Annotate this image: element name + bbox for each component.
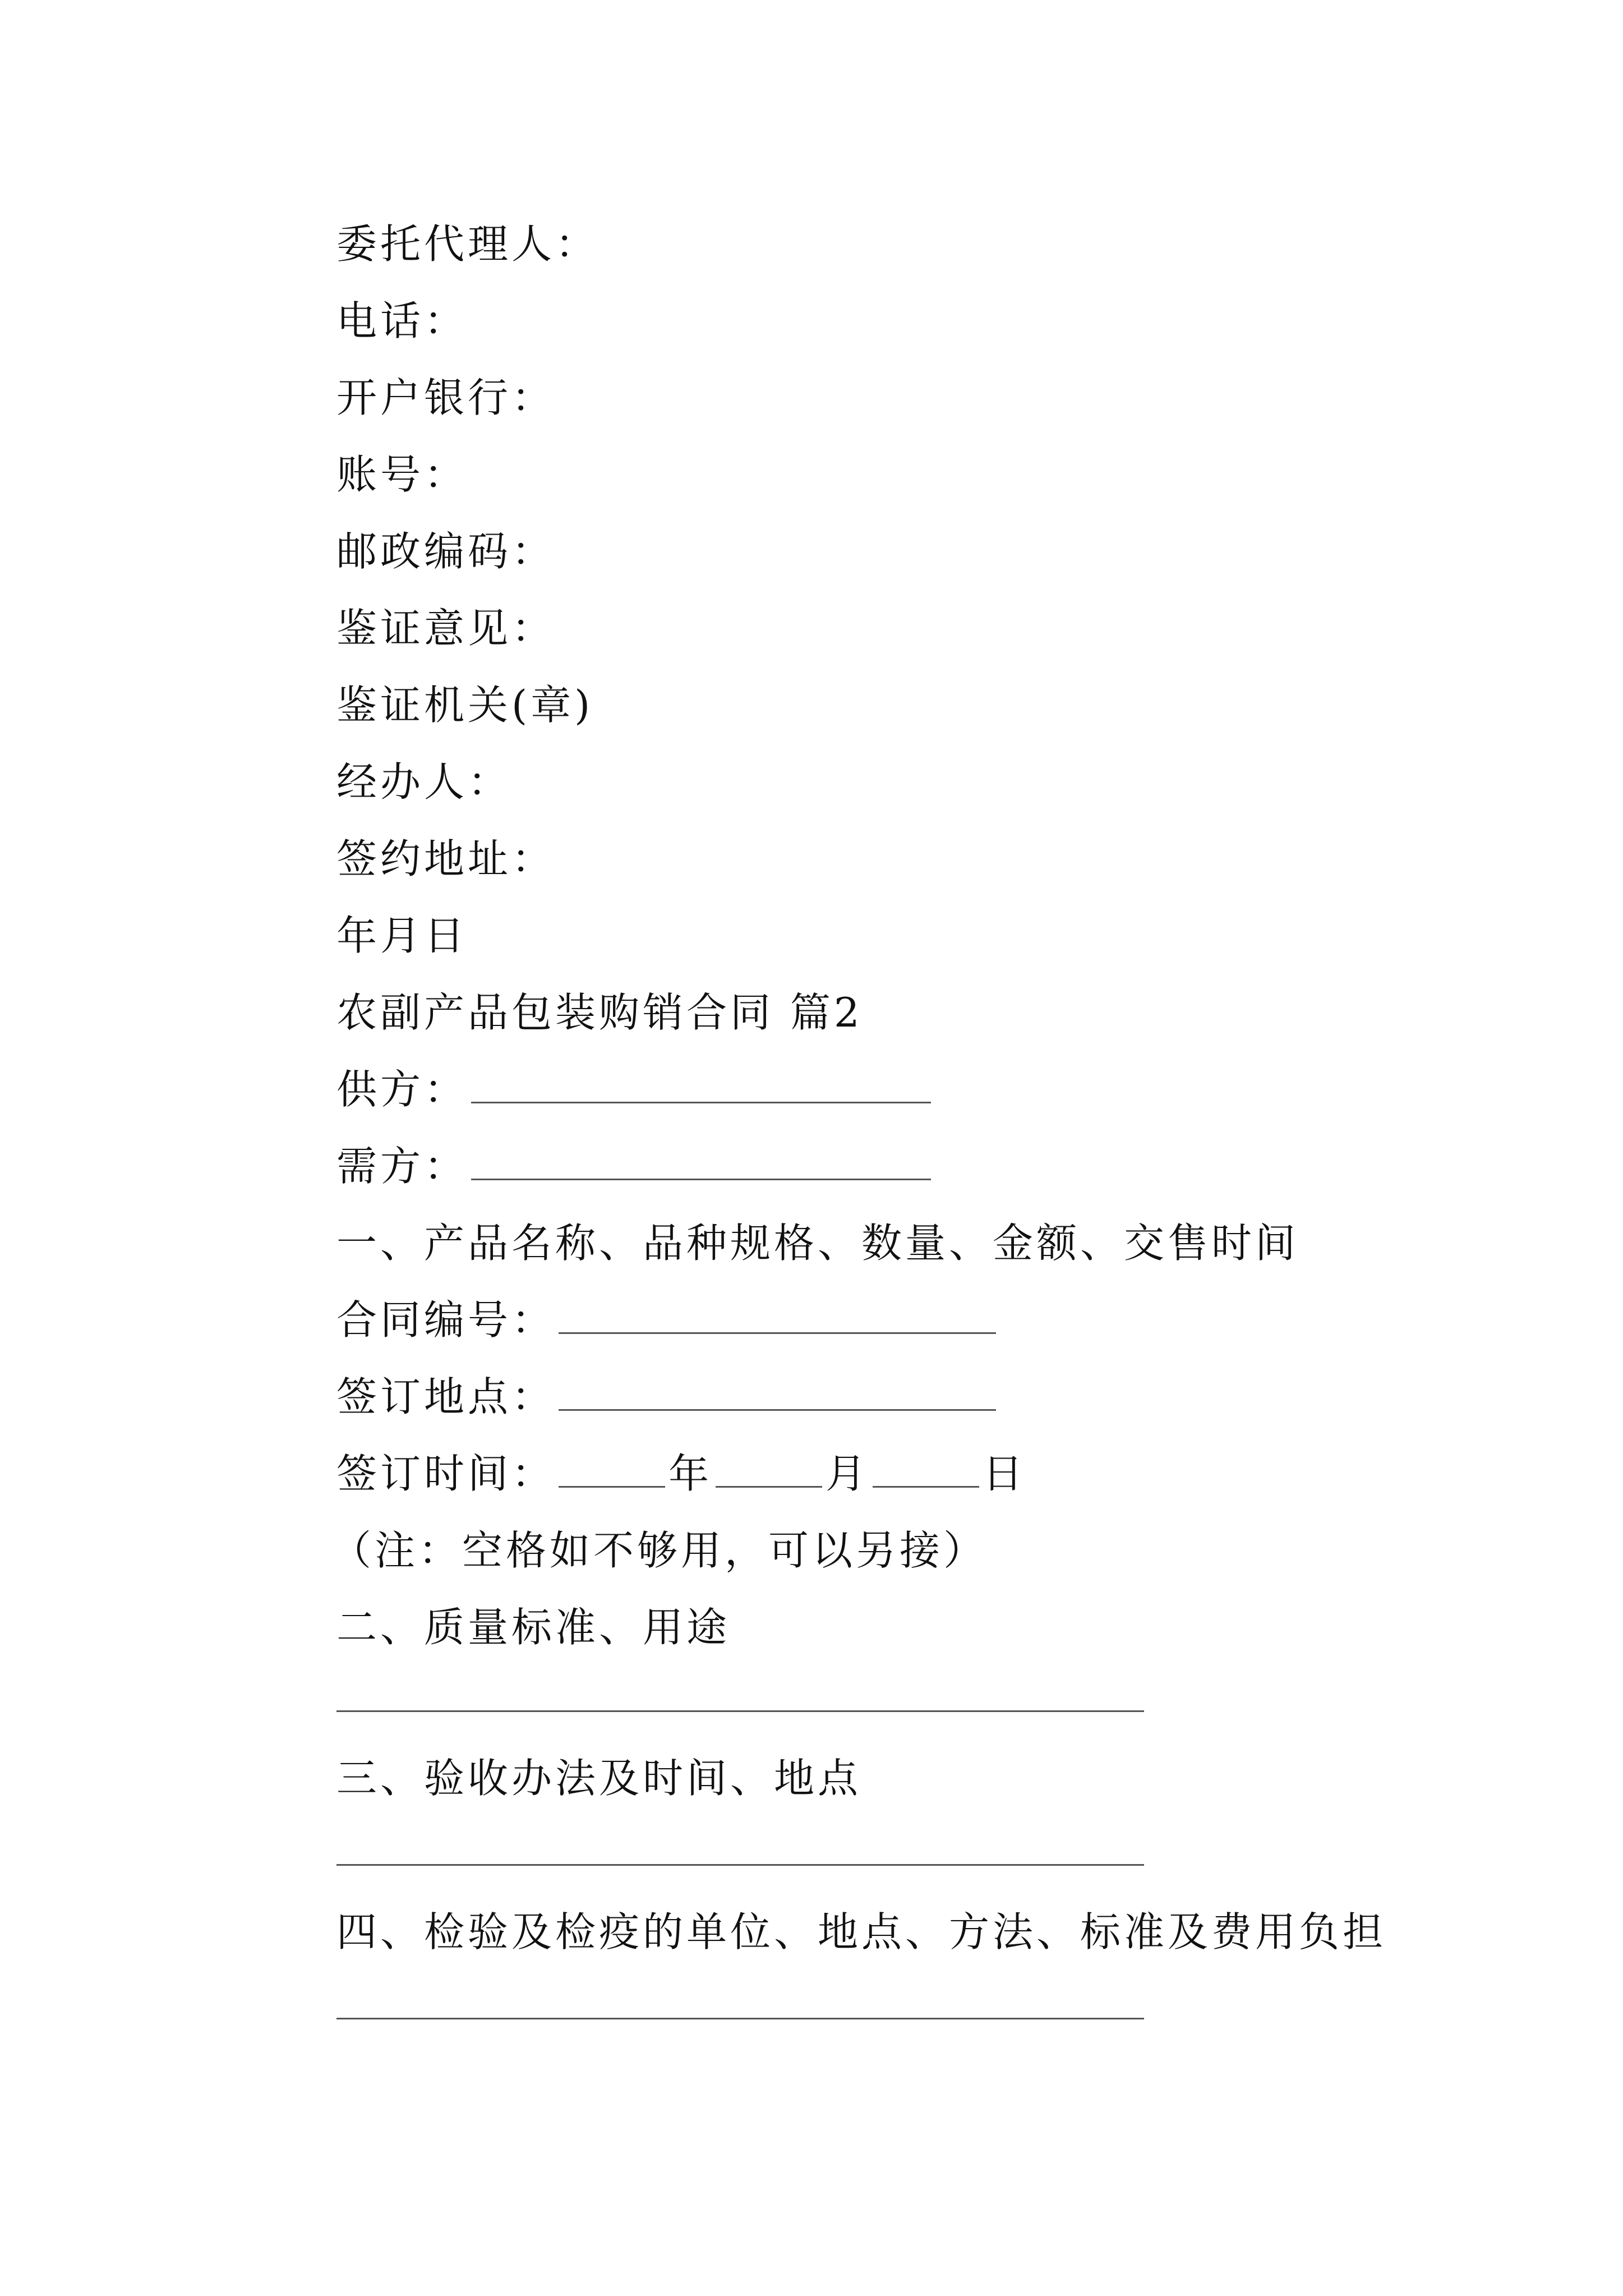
contract-title: 农副产品包装购销合同 篇2 [336, 989, 863, 1036]
handler-line: 经办人： [336, 758, 512, 806]
month-blank [716, 1452, 822, 1488]
section-2-blank-rule [336, 1710, 1144, 1712]
buyer-blank [471, 1145, 931, 1180]
supplier-blank [471, 1068, 931, 1103]
section-4-heading: 四、检验及检疫的单位、地点、方法、标准及费用负担 [336, 1908, 1387, 1955]
sign-place-blank [559, 1375, 996, 1411]
entrusted-agent-line: 委托代理人： [336, 220, 600, 268]
note-line: （注：空格如不够用，可以另接） [331, 1527, 988, 1574]
buyer-label: 需方： [336, 1143, 468, 1190]
sign-address-line: 签约地址： [336, 835, 556, 882]
supplier-line [336, 1064, 934, 1115]
account-line: 账号： [336, 451, 468, 498]
contract-no-line [336, 1295, 999, 1345]
year-label: 年 [668, 1450, 713, 1497]
sign-time-label: 签订时间： [336, 1450, 556, 1497]
notary-office-line: 鉴证机关(章) [336, 682, 594, 729]
buyer-line [336, 1141, 934, 1191]
contract-no-label: 合同编号： [336, 1296, 556, 1343]
supplier-label: 供方： [336, 1066, 468, 1113]
phone-line: 电话： [336, 297, 468, 344]
sign-time-line [336, 1448, 1026, 1499]
day-label: 日 [983, 1450, 1027, 1497]
notary-opinion-line: 鉴证意见： [336, 605, 556, 652]
section-4-blank-rule [336, 2018, 1144, 2019]
sign-place-label: 签订地点： [336, 1373, 556, 1420]
postcode-line: 邮政编码： [336, 528, 556, 575]
sign-place-line [336, 1372, 999, 1422]
date-line: 年月日 [336, 912, 468, 959]
section-3-blank-rule [336, 1864, 1144, 1866]
section-2-heading: 二、质量标准、用途 [336, 1604, 731, 1651]
contract-no-blank [559, 1299, 996, 1334]
day-blank [873, 1452, 979, 1488]
section-3-heading: 三、验收办法及时间、地点 [336, 1755, 862, 1802]
section-1-heading: 一、产品名称、品种规格、数量、金额、交售时间 [336, 1220, 1299, 1267]
year-blank [559, 1452, 665, 1488]
bank-line: 开户银行： [336, 374, 556, 421]
month-label: 月 [826, 1450, 870, 1497]
